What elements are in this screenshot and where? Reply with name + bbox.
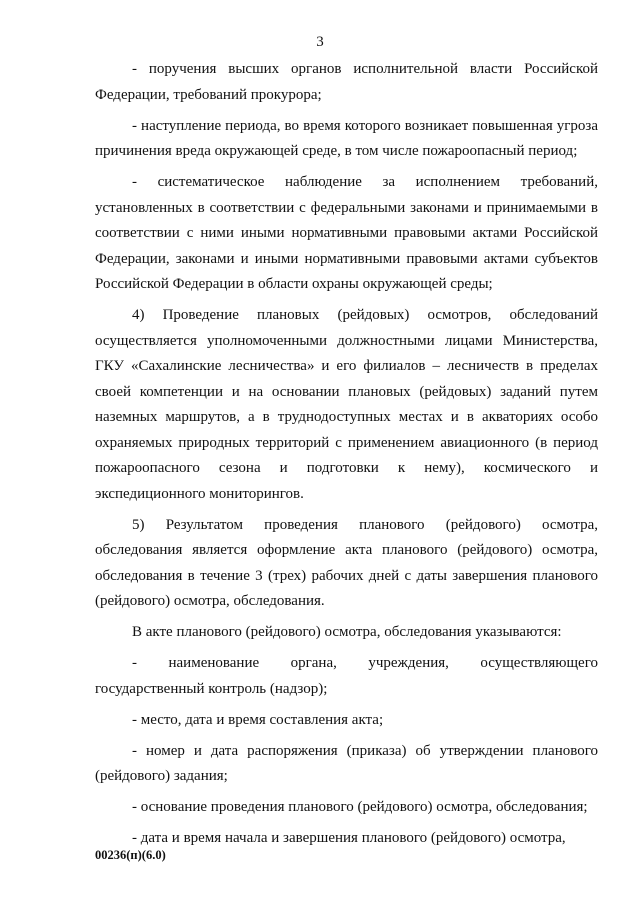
- paragraph-item-4-inspections: 4) Проведение плановых (рейдовых) осмотров, обследований осуществляется уполномоченными должностными лицами Министерства, ГКУ «Сахалинские лесничества» и его филиалов – лесничеств в пределах своей компетенции и на основании плановых (рейдовых) заданий путем наземных маршрутов, а в труднодоступных местах и в акваториях особо охраняемых природных территорий с применением авиационного (в период пожароопасного сезона и подготовки к нему), космического и экспедиционного мониторингов.: [95, 307, 598, 502]
- page-number: 3: [316, 34, 324, 50]
- list-item-inspection-basis: - основание проведения планового (рейдового) осмотра, обследования;: [132, 799, 588, 815]
- document-body: [95, 57, 598, 857]
- list-item-order-number-date: - номер и дата распоряжения (приказа) об утверждении планового (рейдового) задания;: [95, 742, 598, 784]
- paragraph-prosecutor-orders: - поручения высших органов исполнительной власти Российской Федерации, требований прокурора;: [95, 61, 598, 103]
- paragraph-item-5-result: 5) Результатом проведения планового (рейдового) осмотра, обследования является оформление акта планового (рейдового) осмотра, обследования в течение 3 (трех) рабочих дней с даты завершения планового (рейдового) осмотра, обследования.: [95, 516, 598, 609]
- document-footer-code: 00236(п)(6.0): [95, 848, 166, 862]
- list-item-start-end-time: - дата и время начала и завершения планового (рейдового) осмотра,: [132, 830, 566, 846]
- list-item-place-date-time: - место, дата и время составления акта;: [132, 711, 384, 728]
- paragraph-fire-hazard-period: - наступление периода, во время которого возникает повышенная угроза причинения вреда окружающей среде, в том числе пожароопасный период;: [95, 117, 598, 159]
- paragraph-systematic-observation: - систематическое наблюдение за исполнением требований, установленных в соответствии с федеральными законами и принимаемыми в соответствии с ними иными нормативными правовыми актами Российской Федерации, законами и иными нормативными правовыми актами субъектов Российской Федерации в области охраны окружающей среды;: [95, 174, 598, 292]
- list-item-authority-name: - наименование органа, учреждения, осуществляющего государственный контроль (надзор);: [95, 655, 598, 697]
- paragraph-act-contents-intro: В акте планового (рейдового) осмотра, обследования указываются:: [132, 624, 562, 640]
